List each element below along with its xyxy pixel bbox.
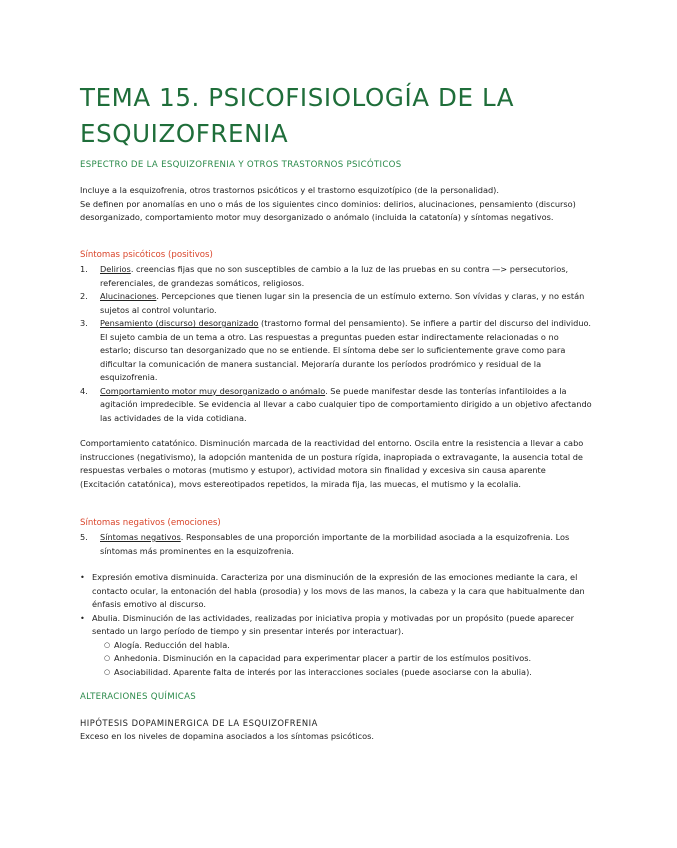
list-item: ○ Anhedonia. Disminución en la capacidad para experimentar placer a partir de los estímulos positivos. — [92, 652, 592, 666]
list-item: 5. Síntomas negativos. Responsables de una proporción importante de la morbilidad asociada a la esquizofrenia. Los síntomas más prominentes en la esquizofrenia. — [80, 532, 570, 556]
negative-symptoms-bullets — [80, 571, 592, 679]
term-comportamiento-motor: Comportamiento motor muy desorganizado o anómalo — [100, 385, 326, 396]
page-title: TEMA 15. PSICOFISIOLOGÍA DE LA ESQUIZOFRENIA — [80, 83, 515, 148]
hollow-circle-icon: ○ — [104, 640, 111, 649]
intro-line-1: Incluye a la esquizofrenia, otros trastornos psicóticos y el trastorno esquizotípico (de la personalidad). — [80, 185, 499, 195]
positive-symptoms-list — [80, 263, 592, 425]
list-item: ○ Asociabilidad. Aparente falta de interés por las interacciones sociales (puede asociarse con la abulia). — [92, 666, 592, 680]
intro-paragraph — [80, 184, 590, 225]
list-item: 1. Delirios. creencias fijas que no son susceptibles de cambio a la luz de las pruebas en su contra —> persecutorios, referenciales, de grandezas somáticos, religiosos. — [80, 264, 569, 288]
hypothesis-heading: HIPÓTESIS DOPAMINERGICA DE LA ESQUIZOFRENIA — [80, 718, 318, 728]
catatonic-paragraph: Comportamiento catatónico. Disminución marcada de la reactividad del entorno. Oscila entre la resistencia a llevar a cabo instrucciones (negativismo), la adopción mantenida de un postura rígida, inapropiada o extravagante, la ausencia total de respuestas verbales o motoras (mutismo y estupor), actividad motora sin finalidad y excesiva sin causa aparente (Excitación catatónica), movs estereotipados repetidos, la mirada fija, las muecas, el mutismo y la ecolalia. — [80, 438, 584, 489]
term-alucinaciones: Alucinaciones — [100, 291, 157, 301]
list-item: ○ Alogía. Reducción del habla. — [92, 639, 592, 653]
bullet-dot-icon: • — [80, 612, 85, 623]
list-item: 3. Pensamiento (discurso) desorganizado (trastorno formal del pensamiento). Se infiere a partir del discurso del individuo. El sujeto cambia de un tema a otro. Las respuestas a preguntas pueden estar indirectamente relacionadas o no estarlo; discurso tan desorganizado que no se entiende. El síntoma debe ser lo suficientemente grave como para dificultar la comunicación de manera sustancial. Mejoraría durante los períodos prodrómico y residual de la esquizofrenia. — [80, 318, 592, 382]
positive-symptoms-heading: Síntomas psicóticos (positivos) — [80, 250, 213, 260]
term-delirios: Delirios — [100, 264, 131, 274]
term-pensamiento: Pensamiento (discurso) desorganizado — [100, 318, 259, 328]
bullet-dot-icon: • — [80, 572, 85, 582]
list-item: 4. Comportamiento motor muy desorganizado o anómalo. Se puede manifestar desde las tonterías infantiloides a la agitación impredecible. Se evidencia al llevar a cabo cualquier tipo de comportamiento dirigido a un objetivo afectando las actividades de la vida cotidiana. — [80, 385, 592, 423]
term-sintomas-negativos: Síntomas negativos — [100, 532, 181, 542]
section-heading-spectrum: ESPECTRO DE LA ESQUIZOFRENIA Y OTROS TRASTORNOS PSICÓTICOS — [80, 160, 402, 170]
section-heading-chemical: ALTERACIONES QUÍMICAS — [80, 692, 197, 702]
list-item: • Abulia. Disminución de las actividades, realizadas por iniciativa propia y motivadas por un propósito (puede aparecer sentado un largo período de tiempo y sin presentar interés por interactuar). ○ Alogía. Reducción del habla. ○ Anhedonia. Disminución en la capacidad para experimentar placer a partir de los estímulos positivos. ○ Asociabilidad. Aparente falta de interés por las interacciones sociales (puede asociarse con la abulia). — [80, 612, 592, 680]
hollow-circle-icon: ○ — [104, 667, 111, 676]
negative-symptoms-heading: Síntomas negativos (emociones) — [80, 518, 221, 528]
sub-bullet-list — [92, 639, 592, 680]
hollow-circle-icon: ○ — [104, 654, 111, 662]
intro-line-2: Se definen por anomalías en uno o más de los siguientes cinco dominios: delirios, alucinaciones, pensamiento (discurso) desorganizado, comportamiento motor muy desorganizado o anómalo (incluida la catatonía) y síntomas negativos. — [80, 198, 576, 222]
list-item: 2. Alucinaciones. Percepciones que tienen lugar sin la presencia de un estímulo externo. Son vívidas y claras, y no están sujetos al control voluntario. — [80, 291, 585, 315]
negative-symptoms-list — [80, 531, 592, 558]
list-item: • Expresión emotiva disminuida. Caracteriza por una disminución de la expresión de las emociones mediante la cara, el contacto ocular, la entonación del habla (prosodia) y los movs de las manos, la cabeza y la cara que habitualmente dan énfasis emotivo al discurso. — [80, 572, 585, 609]
hypothesis-text: Exceso en los niveles de dopamina asociados a los síntomas psicóticos. — [80, 731, 374, 741]
